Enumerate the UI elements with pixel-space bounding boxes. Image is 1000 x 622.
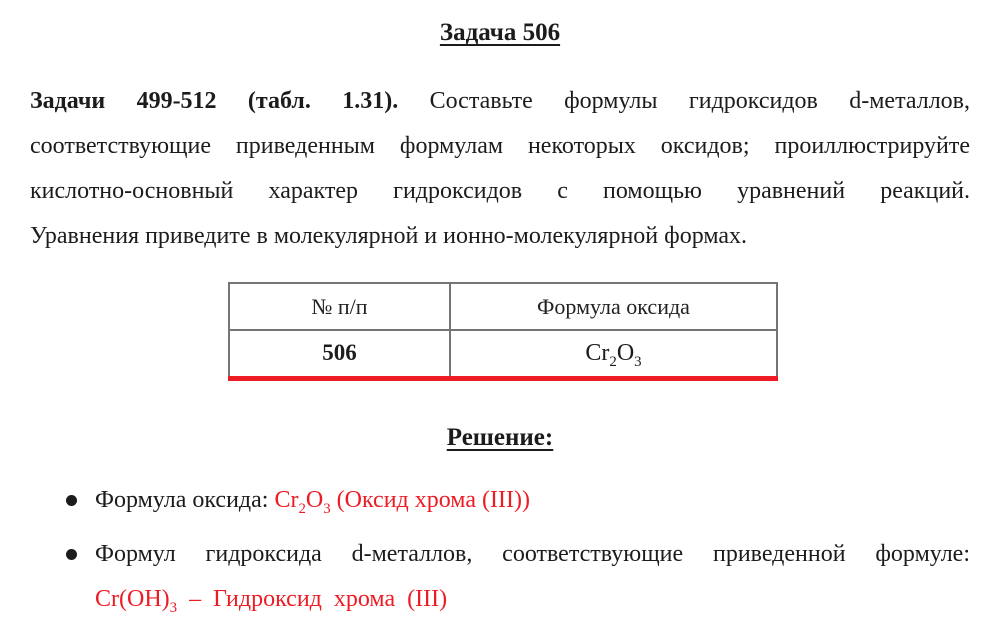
bullet-item-hydroxide — [30, 532, 970, 622]
problem-paragraph — [30, 79, 970, 259]
bullet-hydroxide-formula-red: $Cr(OH)_3$ – Гидроксид хрома (III) — [95, 586, 448, 616]
table-cell-number — [229, 330, 450, 379]
table-header-number: № п/п — [229, 283, 450, 330]
problem-line-3: кислотно-основный характер гидроксидов с помощью уравнений реакций. — [30, 178, 970, 204]
bullet-oxide-formula-red: $Cr_2O_3$ (Оксид хрома (III)) — [274, 487, 530, 517]
bullet-marker-column — [30, 478, 95, 506]
solution-heading: Решение: — [446, 424, 554, 451]
problem-line-1 — [30, 79, 970, 124]
oxide-table — [228, 282, 778, 381]
bullet-item-oxide — [30, 478, 970, 523]
page-title: Задача 506 — [439, 19, 561, 46]
bullet-dot-icon — [66, 495, 77, 506]
oxide-formula: $Cr_2O_3$ — [585, 340, 642, 370]
table-cell-formula — [450, 330, 777, 379]
bullet-dot-icon — [66, 549, 77, 560]
problem-bold-intro: Задачи 499-512 (табл. 1.31). — [30, 88, 399, 114]
bullet-hydroxide-text — [95, 532, 970, 622]
solution-bullet-list — [30, 478, 970, 622]
problem-line-1-rest: Составьте формулы гидроксидов d-металлов, — [429, 88, 970, 114]
oxide-table-header-row — [229, 283, 777, 330]
bullet-marker-column — [30, 532, 95, 560]
problem-line-2: соответствующие приведенным формулам некоторых оксидов; проиллюстрируйте — [30, 133, 970, 159]
problem-number: 506 — [322, 340, 357, 365]
bullet-oxide-text — [95, 478, 970, 523]
oxide-table-data-row — [229, 330, 777, 379]
problem-line-4: Уравнения приведите в молекулярной и ионно-молекулярной формах. — [30, 223, 747, 249]
table-header-formula: Формула оксида — [450, 283, 777, 330]
bullet-oxide-label: Формула оксида: — [95, 487, 275, 513]
bullet-hydroxide-line1: Формул гидроксида d-металлов, соответствующие приведенной формуле: — [95, 541, 970, 567]
